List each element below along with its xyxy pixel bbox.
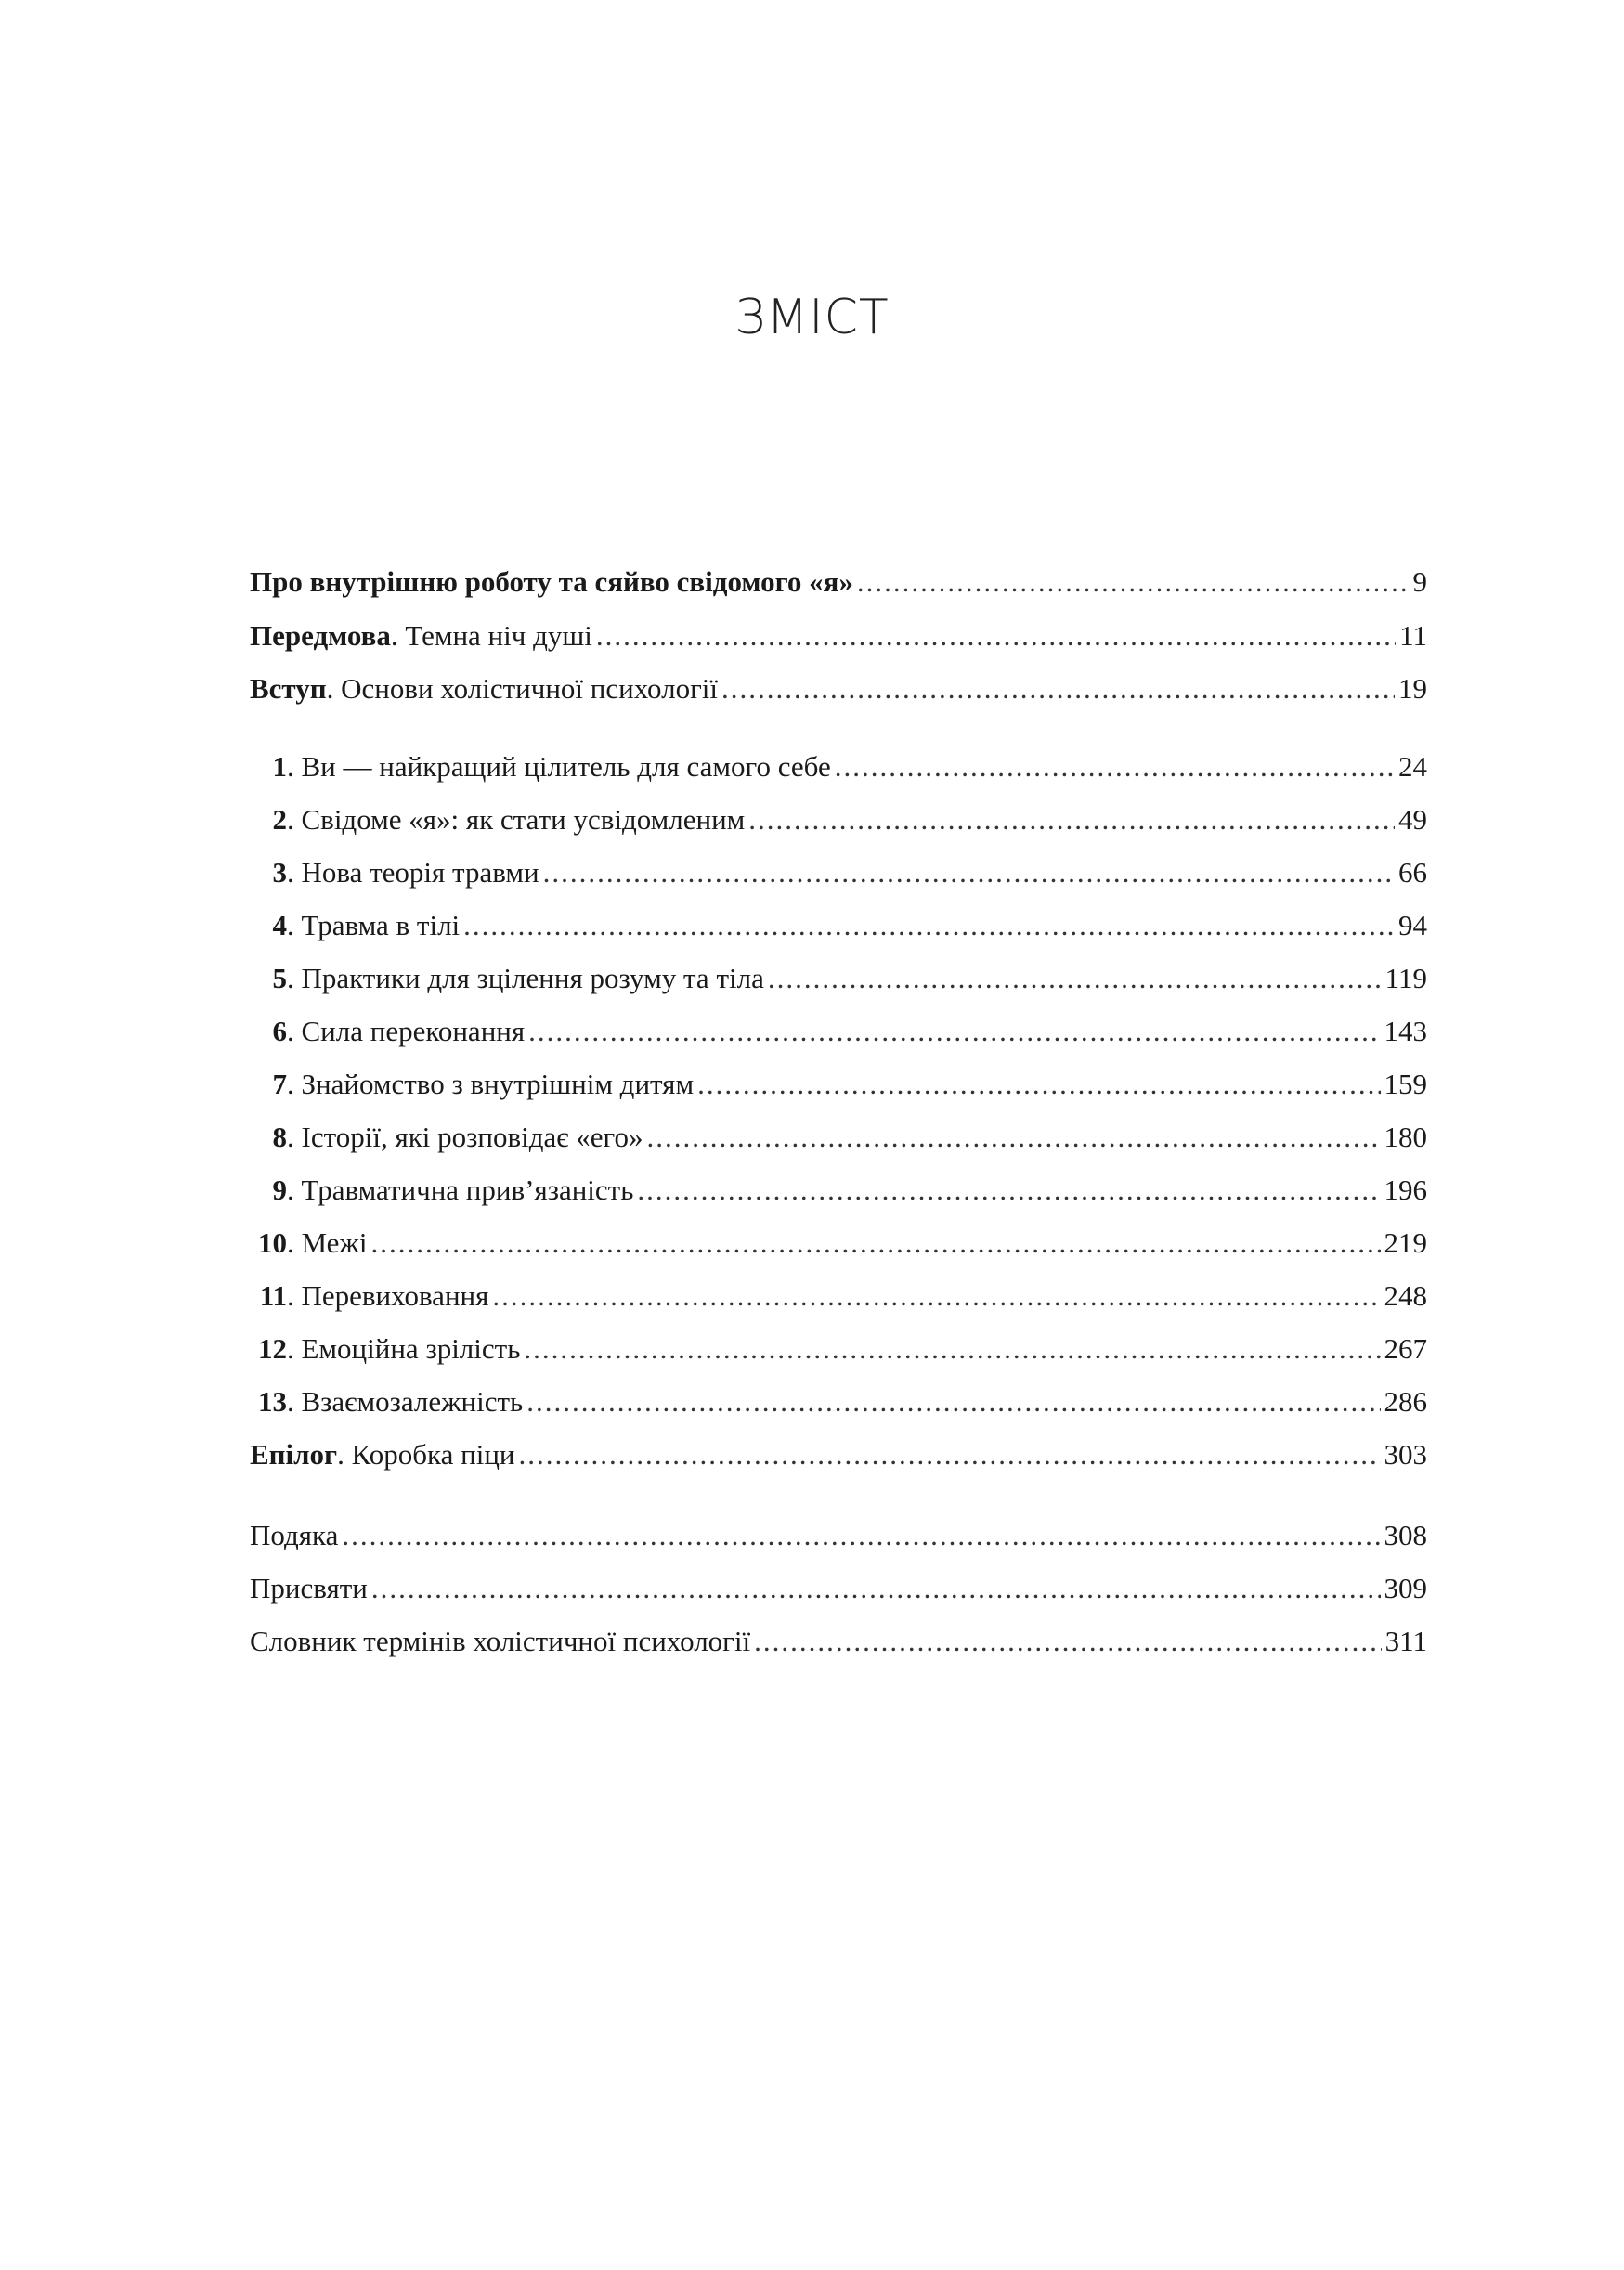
chapter-title: . Нова теорія травми [287,855,539,889]
toc-chapter-entry[interactable] [250,793,1427,846]
dot-leader [697,1057,1380,1110]
chapter-number: 13 [258,1384,287,1418]
dot-leader [463,899,1395,952]
toc-entry-bold: Про внутрішню роботу та сяйво свідомого «я» [250,565,853,598]
dot-leader [528,1005,1380,1057]
toc-entry-bold: Передмова [250,618,391,652]
epilogue-label: Епілог [250,1437,338,1471]
chapter-title: . Знайомство з внутрішнім дитям [287,1067,695,1100]
chapter-number: 12 [258,1331,287,1365]
chapter-number: 8 [272,1120,287,1153]
toc-chapter-entry[interactable] [250,1375,1427,1428]
dot-leader [637,1163,1380,1216]
toc-chapter-entry[interactable] [250,899,1427,952]
toc-chapter-entry[interactable] [250,1110,1427,1163]
back-entry-page: 308 [1384,1518,1427,1551]
dot-leader [342,1509,1380,1562]
chapter-number: 10 [258,1226,287,1259]
toc-chapter-entry[interactable] [250,1322,1427,1375]
toc-chapter-entry[interactable] [250,846,1427,899]
chapter-page: 119 [1384,961,1427,994]
chapter-title: . Історії, які розповідає «его» [287,1120,643,1153]
chapter-page: 180 [1384,1120,1427,1153]
toc-entry[interactable] [250,662,1427,716]
toc-epilogue-entry[interactable] [250,1428,1427,1481]
toc-entry[interactable] [250,609,1427,663]
back-entry-page: 311 [1384,1624,1427,1657]
dot-leader [519,1428,1381,1481]
dot-leader [492,1269,1380,1322]
toc-entry[interactable] [250,555,1427,609]
chapter-title: . Практики для зцілення розуму та тіла [287,961,764,994]
dot-leader [526,1375,1380,1428]
chapter-page: 159 [1384,1067,1427,1100]
table-of-contents [250,555,1427,1667]
back-entry-title: Присвяти [250,1571,368,1604]
toc-entry-page: 19 [1398,672,1427,705]
toc-back-entry[interactable] [250,1562,1427,1615]
dot-leader [524,1322,1380,1375]
chapter-number: 9 [272,1173,287,1206]
chapter-number: 11 [259,1278,287,1312]
chapter-title: . Взаємозалежність [287,1384,524,1418]
toc-back-matter [250,1509,1427,1667]
chapter-number: 4 [272,908,287,941]
toc-chapter-entry[interactable] [250,1163,1427,1216]
chapter-number: 6 [272,1014,287,1047]
chapter-page: 248 [1384,1278,1427,1312]
toc-entry-page: 11 [1399,618,1427,652]
dot-leader [754,1615,1382,1667]
chapter-page: 49 [1398,802,1427,836]
page-title: ЗМІСТ [734,290,890,345]
chapter-title: . Межі [287,1226,368,1259]
chapter-title: . Ви — найкращий цілитель для самого себе [287,749,831,783]
chapter-title: . Перевиховання [287,1278,489,1312]
toc-front-matter [250,555,1427,716]
chapter-page: 143 [1384,1014,1427,1047]
toc-back-entry[interactable] [250,1615,1427,1667]
chapter-page: 94 [1398,908,1427,941]
toc-chapter-entry[interactable] [250,740,1427,793]
dot-leader [543,846,1395,899]
back-entry-page: 309 [1384,1571,1427,1604]
toc-entry-title: . Основи холістичної психології [326,672,719,705]
chapter-title: . Емоційна зрілість [287,1331,521,1365]
toc-chapter-entry[interactable] [250,1057,1427,1110]
chapter-page: 66 [1398,855,1427,889]
chapter-page: 286 [1384,1384,1427,1418]
toc-back-entry[interactable] [250,1509,1427,1562]
back-entry-title: Подяка [250,1518,339,1551]
chapter-title: . Сила переконання [287,1014,526,1047]
dot-leader [835,740,1395,793]
toc-entry-bold: Вступ [250,672,327,705]
chapter-title: . Свідоме «я»: як стати усвідомленим [287,802,746,836]
back-entry-title: Словник термінів холістичної психології [250,1624,751,1657]
dot-leader [721,662,1395,716]
chapter-page: 24 [1398,749,1427,783]
toc-entry-title: . Темна ніч душі [390,618,592,652]
chapter-number: 5 [272,961,287,994]
chapter-page: 267 [1384,1331,1427,1365]
epilogue-title: . Коробка піци [337,1437,515,1471]
dot-leader [647,1110,1381,1163]
chapter-number: 7 [272,1067,287,1100]
toc-chapter-entry[interactable] [250,1005,1427,1057]
chapter-page: 196 [1384,1173,1427,1206]
epilogue-page: 303 [1384,1437,1427,1471]
toc-chapter-entry[interactable] [250,952,1427,1005]
chapter-page: 219 [1384,1226,1427,1259]
toc-chapter-entry[interactable] [250,1216,1427,1269]
chapter-number: 3 [272,855,287,889]
chapter-number: 1 [272,749,287,783]
dot-leader [596,609,1396,663]
toc-chapter-entry[interactable] [250,1269,1427,1322]
dot-leader [371,1562,1381,1615]
chapter-title: . Травма в тілі [287,908,461,941]
chapter-number: 2 [272,802,287,836]
chapter-title: . Травматична прив’язаність [287,1173,634,1206]
dot-leader [370,1216,1380,1269]
toc-entry-page: 9 [1412,565,1427,598]
dot-leader [748,793,1395,846]
dot-leader [857,555,1410,609]
toc-chapters [250,740,1427,1481]
dot-leader [768,952,1382,1005]
